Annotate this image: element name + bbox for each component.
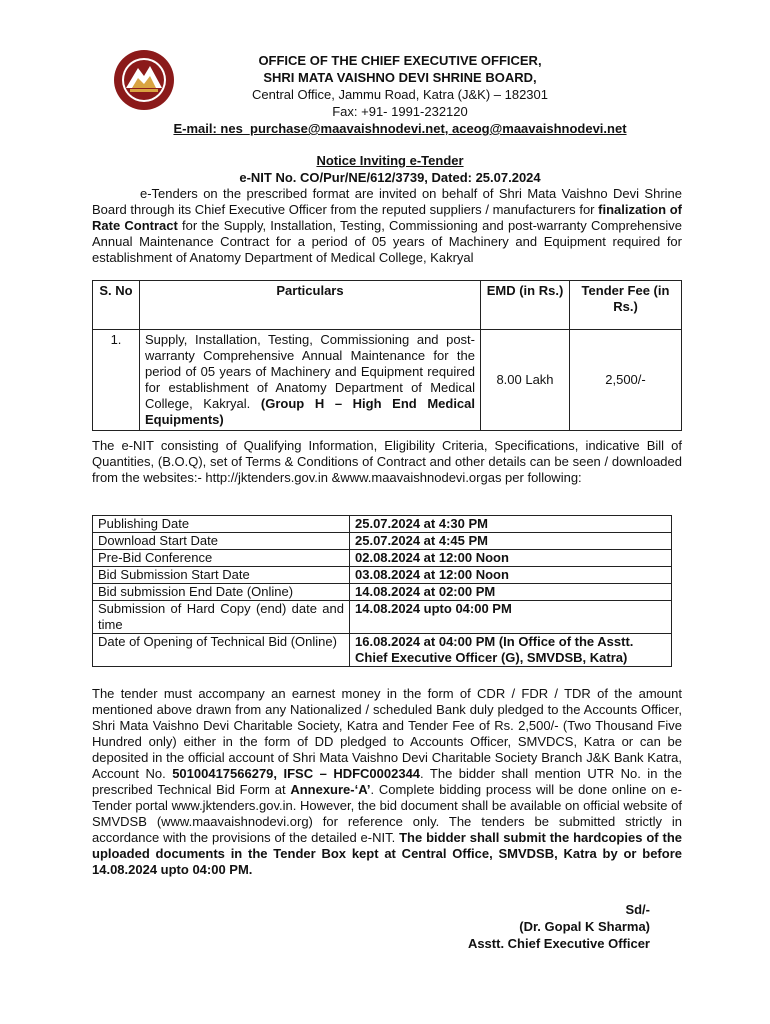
table-row [93, 567, 672, 584]
signatory-name: (Dr. Gopal K Sharma) [519, 919, 650, 934]
schedule-label: Submission of Hard Copy (end) date and time [93, 601, 350, 634]
row-fee: 2,500/- [570, 330, 682, 431]
schedule-label: Bid submission End Date (Online) [93, 584, 350, 601]
intro-bold: finalization of Rate Contract [92, 202, 682, 233]
schedule-value: 02.08.2024 at 12:00 Noon [350, 550, 672, 567]
fax: Fax: +91- 1991-232120 [332, 104, 468, 119]
header-emd: EMD (in Rs.) [481, 281, 570, 330]
schedule-label: Pre-Bid Conference [93, 550, 350, 567]
table-row [93, 516, 672, 533]
row-sno: 1. [93, 330, 140, 431]
schedule-value: 25.07.2024 at 4:45 PM [350, 533, 672, 550]
signatory-designation: Asstt. Chief Executive Officer [467, 936, 650, 951]
board-title: SHRI MATA VAISHNO DEVI SHRINE BOARD, [263, 70, 537, 85]
table-row [93, 550, 672, 567]
schedule-value: 16.08.2024 at 04:00 PM (In Office of the Asstt. Chief Executive Officer (G), SMVDSB, Katra) [350, 634, 672, 667]
para3-e: . Complete bidding process will be done online on e-Tender portal www.jktenders.gov.in. However, the bid document shall be available on official website of SMVDSB (www.maavaishnodevi.org) for reference only. The tenders be submitted strictly in accordance with the provisions of the detailed e-NIT. [92, 782, 682, 845]
table-header-row [93, 281, 682, 330]
table-row [93, 330, 682, 431]
office-title: OFFICE OF THE CHIEF EXECUTIVE OFFICER, [258, 53, 542, 68]
address: Central Office, Jammu Road, Katra (J&K) – 182301 [251, 87, 548, 102]
schedule-label: Download Start Date [93, 533, 350, 550]
hardcopy-instruction: The bidder shall submit the hardcopies of the uploaded documents in the Tender Box kept at Central Office, SMVDSB, Katra by or before 14.08.2024 upto 04:00 PM. [92, 830, 682, 877]
signature-block [440, 901, 650, 952]
header-sno: S. No [93, 281, 140, 330]
table-row [93, 634, 672, 667]
header-fee: Tender Fee (in Rs.) [570, 281, 682, 330]
schedule-table [92, 515, 672, 667]
schedule-value: 03.08.2024 at 12:00 Noon [350, 567, 672, 584]
header-particulars: Particulars [140, 281, 481, 330]
schedule-label: Bid Submission Start Date [93, 567, 350, 584]
email-line[interactable]: E-mail: nes_purchase@maavaishnodevi.net, aceog@maavaishnodevi.net [173, 121, 627, 136]
para3-a: The tender must accompany an earnest money in the form of CDR / FDR / TDR of the amount mentioned above drawn from any Nationalized / scheduled Bank duly pledged to the Accounts Officer, Shri Mata Vaishno Devi Charitable Society, Katra and Tender Fee of Rs. 2,500/- (Two Thousand Five Hundred only) either in the form of DD pledged to Accounts Officer, SMVDCS, Katra or can be deposited in the official account of Shri Mata Vaishno Devi Charitable Society Branch J&K Bank Katra, Account No. [92, 686, 682, 781]
para3-c: . The bidder shall mention UTR No. in the prescribed Technical Bid Form at [92, 766, 682, 797]
particulars-text: Supply, Installation, Testing, Commissioning and post-warranty Comprehensive Annual Maintenance for the period of 05 years of Machinery and Equipment required for establishment of Anatomy Department of Medical College, Kakryal. [145, 332, 475, 411]
annexure-ref: Annexure-‘A’ [290, 782, 371, 797]
emd-paragraph [92, 686, 682, 878]
intro-text-1: e-Tenders on the prescribed format are invited on behalf of Shri Mata Vaishno Devi Shrine Board through its Chief Executive Officer from the reputed suppliers / manufacturers for [92, 186, 682, 217]
table-row [93, 533, 672, 550]
schedule-value: 14.08.2024 upto 04:00 PM [350, 601, 672, 634]
row-emd: 8.00 Lakh [481, 330, 570, 431]
schedule-label: Date of Opening of Technical Bid (Online) [93, 634, 350, 667]
notice-heading [100, 152, 680, 186]
schedule-value: 14.08.2024 at 02:00 PM [350, 584, 672, 601]
particulars-group: (Group H – High End Medical Equipments) [145, 396, 475, 427]
account-details: 50100417566279, IFSC – HDFC0002344 [172, 766, 421, 781]
letterhead [100, 52, 700, 137]
schedule-label: Publishing Date [93, 516, 350, 533]
tender-table [92, 280, 682, 431]
intro-text-2: for the Supply, Installation, Testing, Commissioning and post-warranty Comprehensive Annual Maintenance Contract for a period of 05 years of Machinery and Equipment required for establishment of Anatomy Department of Medical College, Kakryal [92, 218, 682, 265]
notice-title: Notice Inviting e-Tender [316, 153, 464, 168]
sd-mark: Sd/- [625, 902, 650, 917]
enit-paragraph: The e-NIT consisting of Qualifying Information, Eligibility Criteria, Specifications, indicative Bill of Quantities, (B.O.Q), set of Terms & Conditions of Contract and other details can be seen / downloaded from the websites:- http://jktenders.gov.in &www.maavaishnodevi.orgas per following: [92, 438, 682, 485]
intro-paragraph [92, 186, 682, 266]
table-row [93, 584, 672, 601]
enit-number: e-NIT No. CO/Pur/NE/612/3739, Dated: 25.07.2024 [239, 170, 541, 185]
table-row [93, 601, 672, 634]
schedule-value: 25.07.2024 at 4:30 PM [350, 516, 672, 533]
row-particulars [140, 330, 481, 431]
